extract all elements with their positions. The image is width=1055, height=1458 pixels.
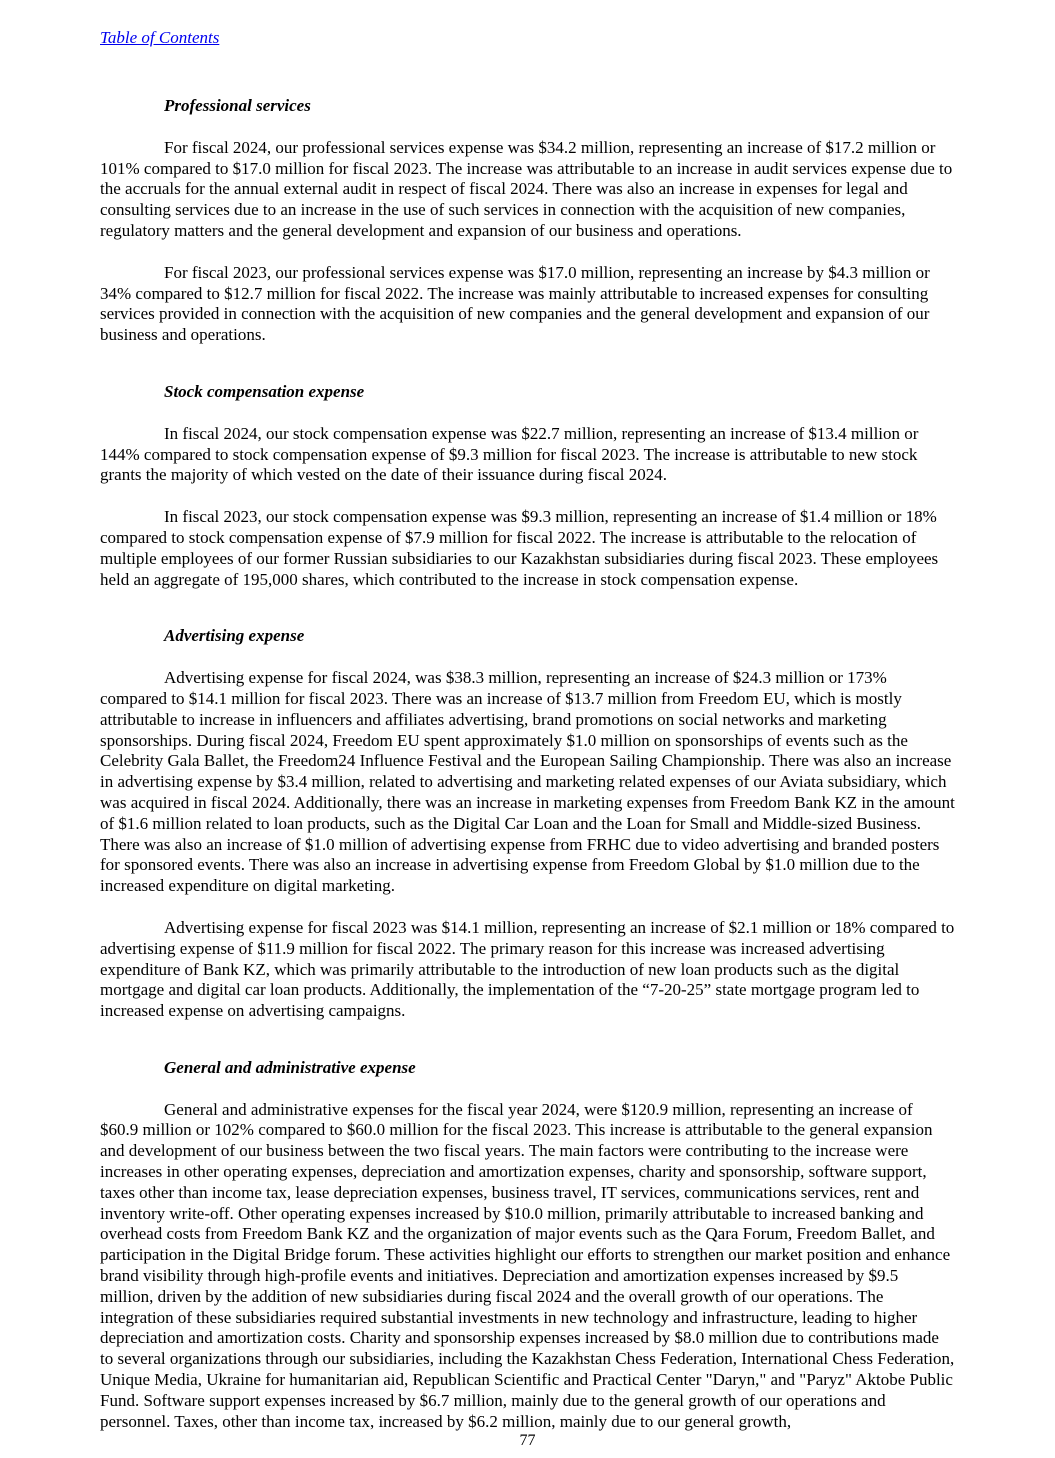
paragraph: For fiscal 2023, our professional services expense was $17.0 million, representing an increase by $4.3 million or 34% compared to $12.7 million for fiscal 2022. The increase was mainly attributable to increased expenses for consulting services provided in connection with the acquisition of new companies and the general development and expansion of our business and operations.: [100, 262, 930, 345]
table-of-contents-link[interactable]: Table of Contents: [100, 28, 220, 47]
section-heading-stock-compensation-expense: Stock compensation expense: [164, 381, 365, 401]
paragraph: Advertising expense for fiscal 2023 was $14.1 million, representing an increase of $2.1 million or 18% compared to advertising expense of $11.9 million for fiscal 2022. The primary reason for this increase was increased advertising expenditure of Bank KZ, which was primarily attributable to the introduction of new loan products such as the digital mortgage and digital car loan products. Additionally, the implementation of the “7-20-25” state mortgage program led to increased expense on advertising campaigns.: [100, 917, 955, 1021]
section-heading-professional-services: Professional services: [164, 96, 311, 115]
paragraph: Advertising expense for fiscal 2024, was $38.3 million, representing an increase of $24.3 million or 173% compared to $14.1 million for fiscal 2023. There was an increase of $13.7 million from Freedom EU, which is mostly attributable to increase in influencers and affiliates advertising, brand promotions on social networks and marketing sponsorships. During fiscal 2024, Freedom EU spent approximately $1.0 million on sponsorships of events such as the Celebrity Gala Ballet, the Freedom24 Influence Festival and the European Sailing Championship. There was also an increase in advertising expense by $3.4 million, related to advertising and marketing related expenses of our Aviata subsidiary, which was acquired in fiscal 2024. Additionally, there was an increase in marketing expenses from Freedom Bank KZ in the amount of $1.6 million related to loan products, such as the Digital Car Loan and the Loan for Small and Middle-sized Business. There was also an increase of $1.0 million of advertising expense from FRHC due to video advertising and branded posters for sponsored events. There was also an increase in advertising expense from Freedom Global by $1.0 million due to the increased expenditure on digital marketing.: [100, 668, 955, 896]
paragraph: General and administrative expenses for the fiscal year 2024, were $120.9 million, representing an increase of $60.9 million or 102% compared to $60.0 million for the fiscal 2023. This increase is attributable to the general expansion and development of our business between the two fiscal years. The main factors were contributing to the increase were increases in other operating expenses, depreciation and amortization expenses, charity and sponsorship, software support, taxes other than income tax, lease depreciation expenses, business travel, IT services, communications services, rent and inventory write-off. Other operating expenses increased by $10.0 million, primarily attributable to increased banking and overhead costs from Freedom Bank KZ and the organization of major events such as the Qara Forum, Freedom Ballet, and participation in the Digital Bridge forum. These activities highlight our efforts to strengthen our market position and enhance brand visibility through high-profile events and initiatives. Depreciation and amortization expenses increased by $9.5 million, driven by the addition of new subsidiaries during fiscal 2024 and the overall growth of our operations. The integration of these subsidiaries required substantial investments in new technology and infrastructure, leading to higher depreciation and amortization costs. Charity and sponsorship expenses increased by $8.0 million due to contributions made to several organizations through our subsidiaries, including the Kazakhstan Chess Federation, International Chess Federation, Unique Media, Ukraine for humanitarian aid, Republican Scientific and Practical Center "Daryn," and "Paryz" Aktobe Public Fund. Software support expenses increased by $6.7 million, mainly due to the general growth of our operations and personnel. Taxes, other than income tax, increased by $6.2 million, mainly due to our general growth,: [100, 1099, 955, 1431]
paragraph: In fiscal 2023, our stock compensation expense was $9.3 million, representing an increase of $1.4 million or 18% compared to stock compensation expense of $7.9 million for fiscal 2022. The increase is attributable to the relocation of multiple employees of our former Russian subsidiaries to our Kazakhstan subsidiaries during fiscal 2023. These employees held an aggregate of 195,000 shares, which contributed to the increase in stock compensation expense.: [100, 507, 939, 589]
section-heading-general-administrative-expense: General and administrative expense: [164, 1057, 416, 1077]
paragraph: For fiscal 2024, our professional services expense was $34.2 million, representing an increase of $17.2 million or 101% compared to $17.0 million for fiscal 2023. The increase was attributable to an increase in audit services expense due to the accruals for the annual external audit in respect of fiscal 2024. There was also an increase in expenses for legal and consulting services due to an increase in the use of such services in connection with the acquisition of new companies, regulatory matters and the general development and expansion of our business and operations.: [100, 137, 953, 240]
paragraph: In fiscal 2024, our stock compensation expense was $22.7 million, representing an increase of $13.4 million or 144% compared to stock compensation expense of $9.3 million for fiscal 2023. The increase is attributable to new stock grants the majority of which vested on the date of their issuance during fiscal 2024.: [100, 423, 919, 485]
document-content: [100, 60, 955, 1432]
page-number: 77: [519, 1432, 536, 1450]
section-heading-advertising-expense: Advertising expense: [164, 626, 305, 646]
